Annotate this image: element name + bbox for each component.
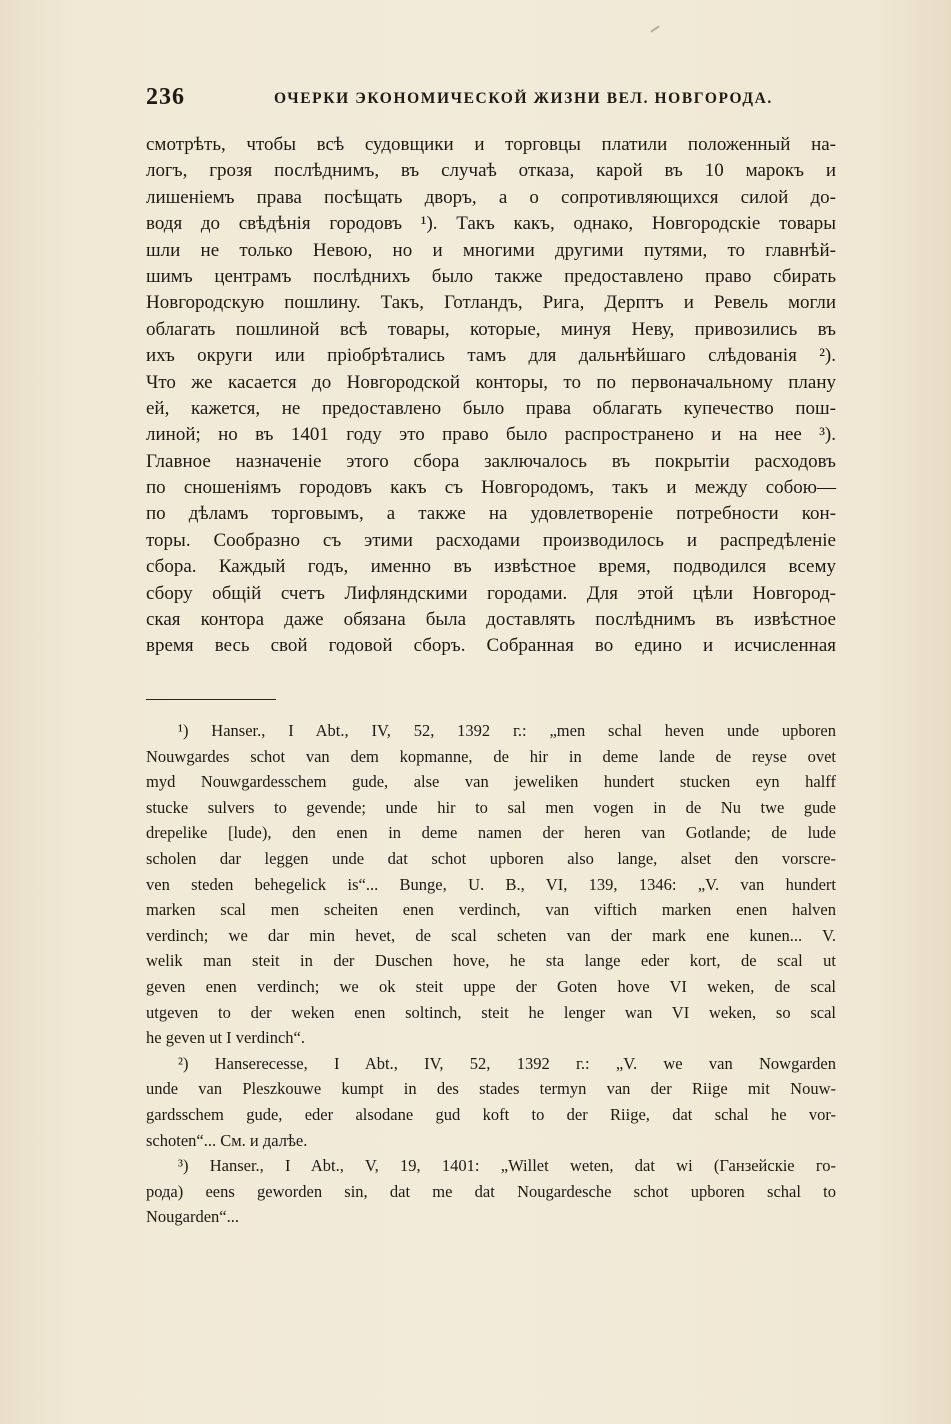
text-line: смотрѣть, чтобы всѣ судовщики и торговцы платили положенный на- — [146, 134, 836, 155]
footnote-line: unde van Pleszkouwe kumpt in des stades termyn van der Riige mit Nouw- — [146, 1079, 836, 1099]
footnote-line: Nouwgardes schot van dem kopmanne, de hir in deme lande de reyse ovet — [146, 746, 836, 766]
text-line: облагать пошлиной всѣ товары, которые, минуя Неву, привозились въ — [146, 318, 836, 340]
footnote-line: welik man steit in der Duschen hove, he sta lange eder kort, de scal ut — [146, 951, 836, 971]
footnote-rule — [146, 699, 276, 700]
text-line: время весь свой годовой сборъ. Собранная во едино и исчисленная — [146, 635, 836, 657]
footnote-line: marken scal men scheiten enen verdinch, van viftich marken enen halven — [146, 900, 836, 920]
paper-speck — [650, 25, 659, 32]
text-line: ей, кажется, не предоставлено было права облагать купечество пош- — [146, 397, 836, 419]
footnote-line: gardsschem gude, eder alsodane gud koft to der Riige, dat schal he vor- — [146, 1104, 836, 1124]
text-line: сбору общій счетъ Лифляндскими городами. Для этой цѣли Новгород- — [146, 582, 836, 604]
footnote-line: stucke sulvers to gevende; unde hir to sal men vogen in de Nu twe gude — [146, 797, 836, 817]
text-line: шимъ центрамъ послѣднихъ было также предоставлено право сбирать — [146, 265, 836, 287]
footnote-line: Nougarden“... — [146, 1207, 240, 1227]
footnote-line: schoten“... См. и далѣе. — [146, 1130, 308, 1150]
text-line: шли не только Невою, но и многими другими путями, то главнѣй- — [146, 239, 836, 261]
text-line: торы. Сообразно съ этими расходами производилось и распредѣленіе — [146, 529, 836, 551]
main-text — [146, 132, 836, 660]
footnote-line: utgeven to der weken enen soltinch, steit he lenger wan VI weken, so scal — [146, 1002, 836, 1022]
text-line: линой; но въ 1401 году это право было распространено и на нее ³). — [146, 424, 836, 446]
footnote-line: drepelike [lude), den enen in deme namen der heren van Gotlande; de lude — [146, 823, 836, 843]
text-line: водя до свѣдѣнія городовъ ¹). Такъ какъ, однако, Новгородскіе товары — [146, 213, 836, 235]
page-header — [146, 84, 836, 114]
footnote-line: ¹) Hanser., I Abt., IV, 52, 1392 г.: „men schal heven unde upboren — [178, 721, 836, 740]
text-line: логъ, грозя послѣднимъ, въ случаѣ отказа, карой въ 10 марокъ и — [146, 160, 836, 182]
text-line: сбора. Каждый годъ, именно въ извѣстное время, подводился всему — [146, 556, 836, 578]
footnote-line: geven enen verdinch; we ok steit uppe der Goten hove VI weken, de scal — [146, 976, 836, 996]
footnote-line: рода) eens geworden sin, dat me dat Nougardesche schot upboren schal to — [146, 1181, 836, 1201]
footnote-line: he geven ut I verdinch“. — [146, 1028, 305, 1048]
running-title: ОЧЕРКИ ЭКОНОМИЧЕСКОЙ ЖИЗНИ ВЕЛ. НОВГОРОДА. — [274, 90, 773, 107]
text-line: по дѣламъ торговымъ, а также на удовлетвореніе потребности кон- — [146, 503, 836, 525]
footnote-line: ²) Hanserecesse, I Abt., IV, 52, 1392 г.: „V. we van Nowgarden — [178, 1053, 836, 1073]
footnote-line: scholen dar leggen unde dat schot upboren also lange, alset den vorscre- — [146, 848, 836, 868]
text-line: Что же касается до Новгородской конторы, то по первоначальному плану — [146, 371, 836, 393]
footnotes — [146, 718, 836, 1230]
text-line: ская контора даже обязана была доставлять послѣднимъ въ извѣстное — [146, 609, 836, 631]
text-line: ихъ округи или пріобрѣтались тамъ для дальнѣйшаго слѣдованія ²). — [146, 345, 836, 367]
text-line: Новгородскую пошлину. Такъ, Готландъ, Рига, Дерптъ и Ревель могли — [146, 292, 836, 314]
footnote-line: ven steden behegelick is“... Bunge, U. B., VI, 139, 1346: „V. van hundert — [146, 874, 836, 894]
footnote-line: verdinch; we dar min hevet, de scal scheten van der mark ene kunen... V. — [146, 925, 836, 945]
text-line: по сношеніямъ городовъ какъ съ Новгородомъ, такъ и между собою— — [146, 477, 836, 499]
text-line: лишеніемъ права посѣщать дворъ, а о сопротивляющихся силой до- — [146, 186, 836, 208]
page-number: 236 — [146, 84, 185, 110]
footnote-line: ³) Hanser., I Abt., V, 19, 1401: „Willet weten, dat wi (Ганзейскіе го- — [178, 1156, 836, 1176]
text-line: Главное назначеніе этого сбора заключалось въ покрытіи расходовъ — [146, 450, 836, 472]
footnote-line: myd Nouwgardesschem gude, alse van jeweliken hundert stucken eyn halff — [146, 772, 836, 792]
